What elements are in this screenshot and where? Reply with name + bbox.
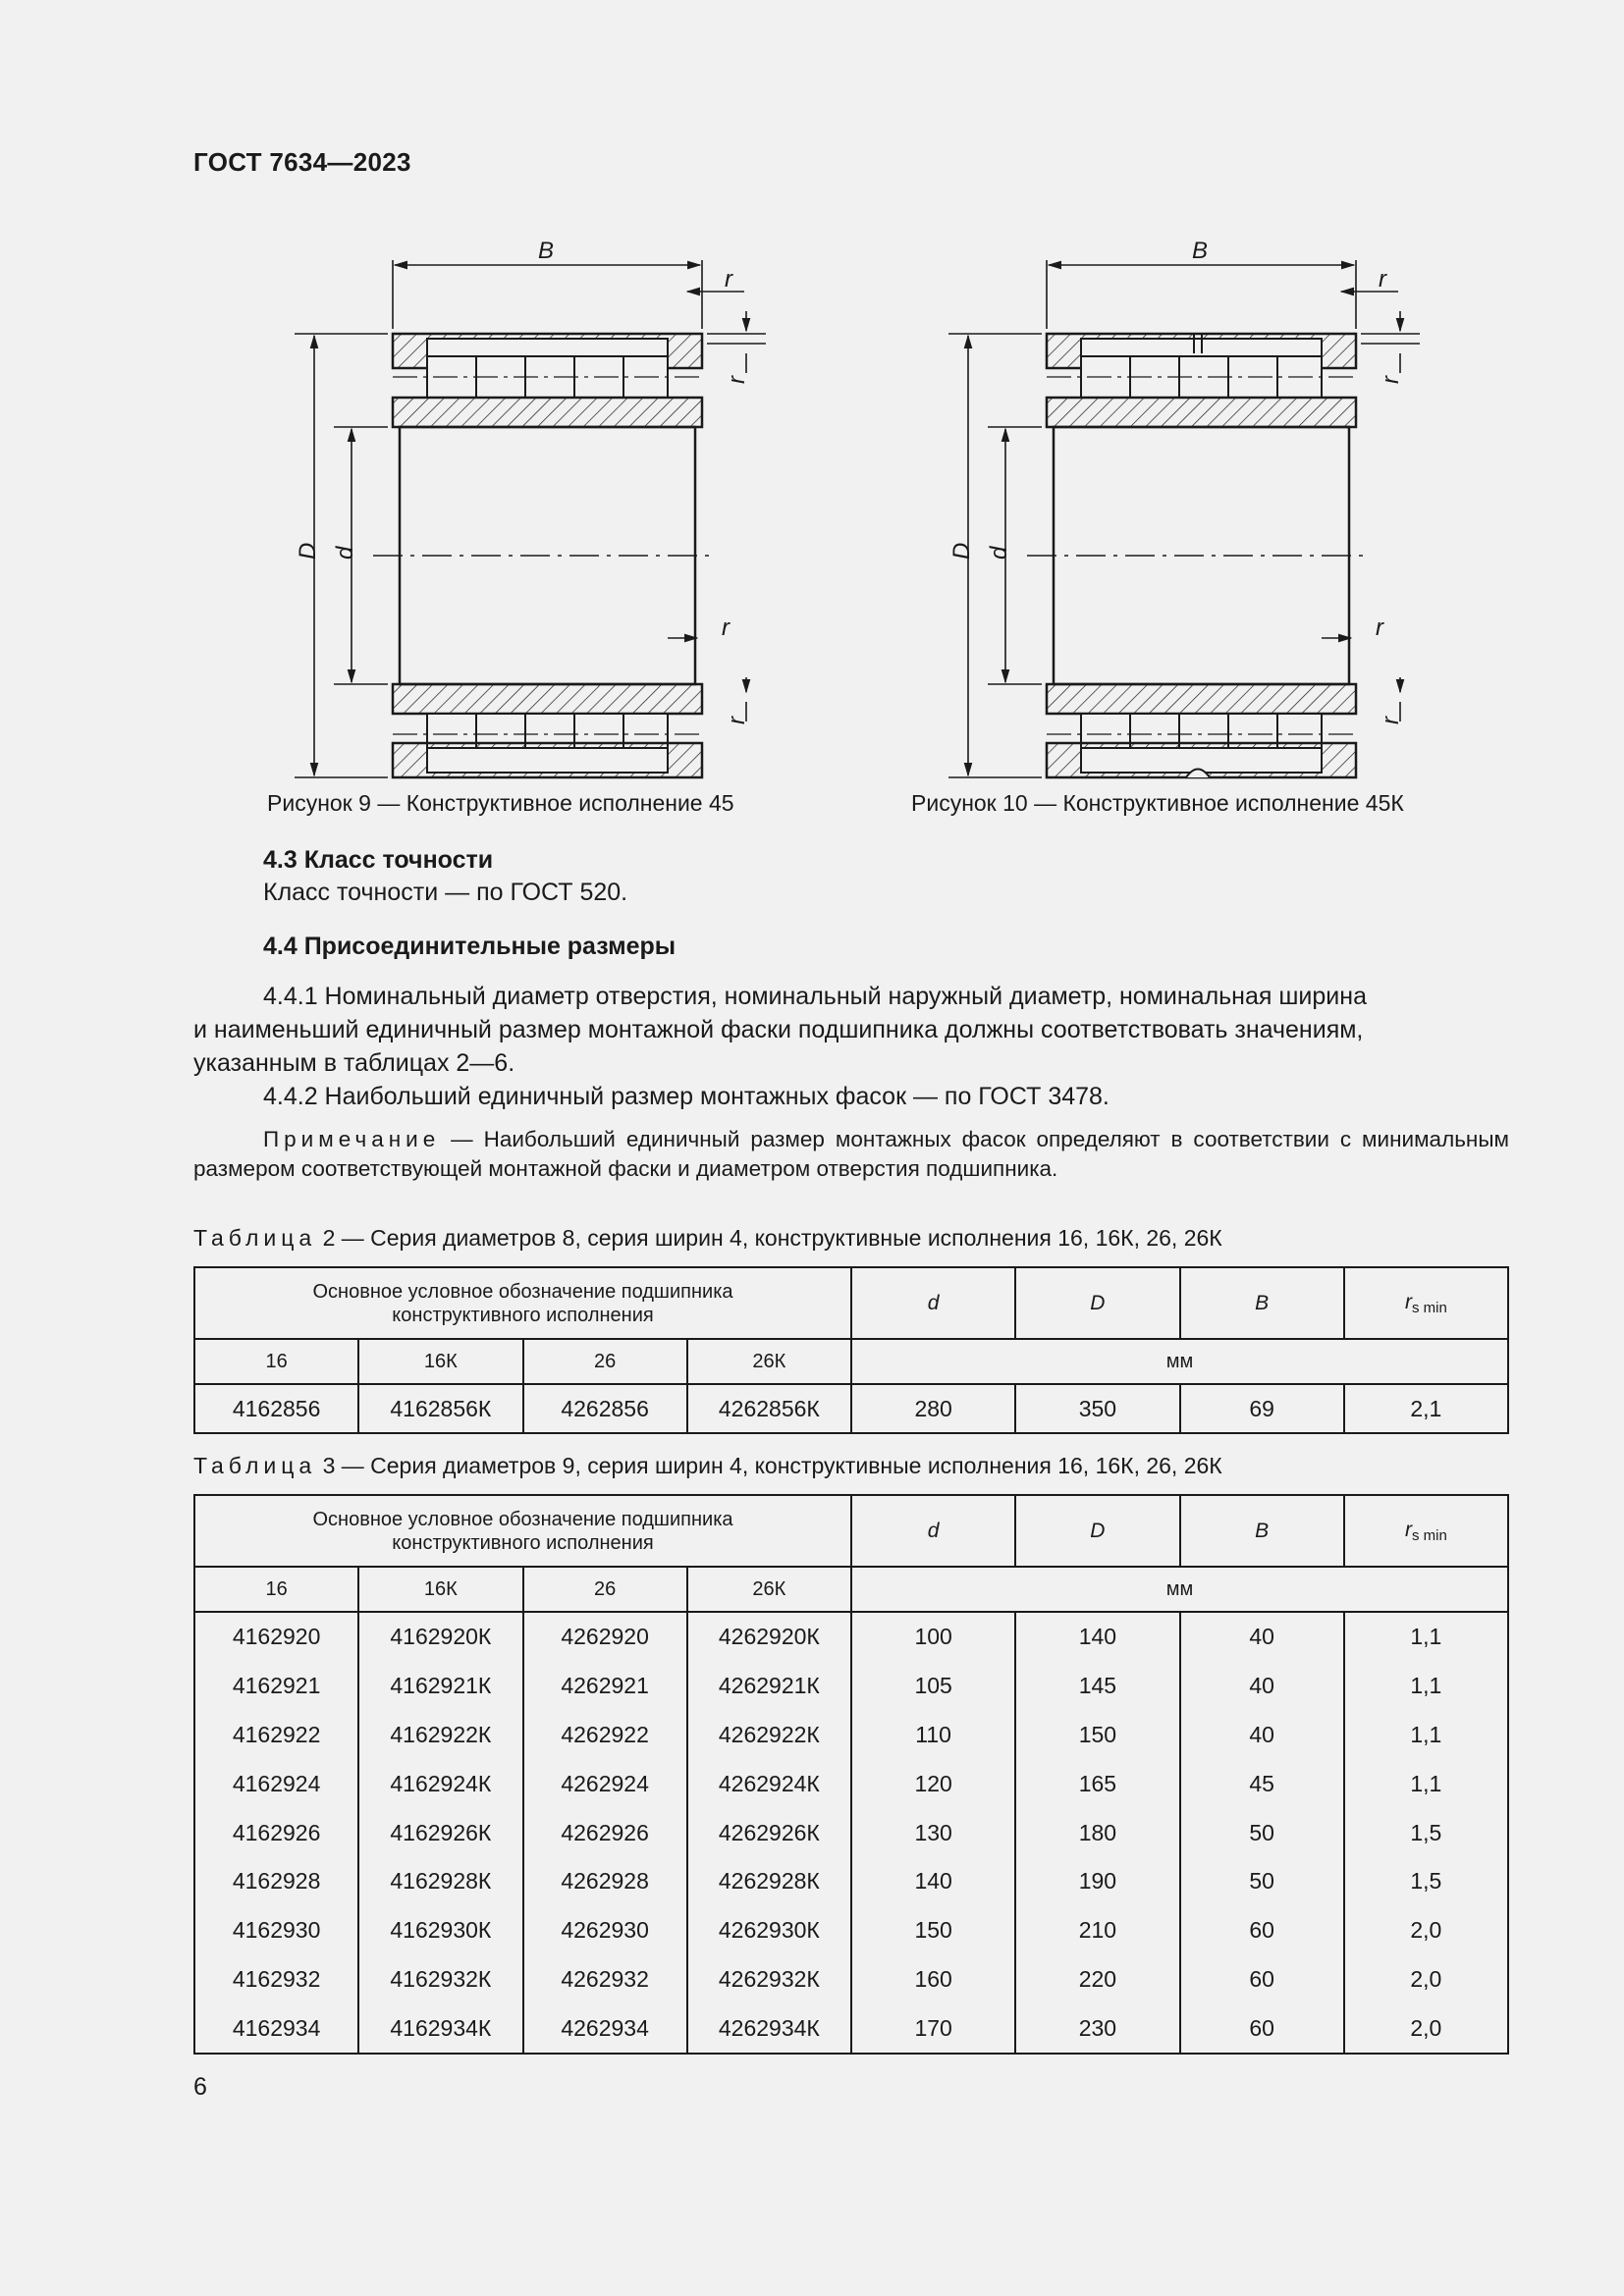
table-3-variant-26k: 26К: [687, 1567, 851, 1612]
table-cell: 180: [1015, 1808, 1179, 1857]
section-4-3-text: Класс точности — по ГОСТ 520.: [263, 879, 628, 906]
table-cell: 230: [1015, 2003, 1179, 2054]
table-cell: 1,1: [1344, 1759, 1508, 1808]
table-cell: 60: [1180, 1906, 1344, 1955]
table-row: [194, 1662, 1508, 1711]
table-cell: 4262930: [523, 1906, 687, 1955]
table-2-unit: мм: [851, 1339, 1508, 1384]
table-cell: 4162921К: [358, 1662, 522, 1711]
fig10-label-r3: r: [1376, 614, 1383, 641]
table-row: [194, 1612, 1508, 1662]
table-row: [194, 1384, 1508, 1433]
table-cell: 150: [851, 1906, 1015, 1955]
table-cell: 4262921К: [687, 1662, 851, 1711]
paragraph-4-4-1-line2: и наименьший единичный размер монтажной фаски подшипника должны соответствовать значениям,: [193, 1016, 1364, 1043]
table-cell: 50: [1180, 1857, 1344, 1906]
table-cell: 60: [1180, 1955, 1344, 2004]
table-row: [194, 1906, 1508, 1955]
table-cell: 4262922: [523, 1711, 687, 1760]
table-3-col-B: B: [1180, 1495, 1344, 1567]
table-3-variant-26: 26: [523, 1567, 687, 1612]
table-cell: 100: [851, 1612, 1015, 1662]
table-row: [194, 1759, 1508, 1808]
table-cell: 4262920К: [687, 1612, 851, 1662]
table-cell: 210: [1015, 1906, 1179, 1955]
figure-9-caption: Рисунок 9 — Конструктивное исполнение 45: [267, 790, 734, 816]
table-cell: 350: [1015, 1384, 1179, 1433]
table-cell: 4162922: [194, 1711, 358, 1760]
table-cell: 160: [851, 1955, 1015, 2004]
table-cell: 4162921: [194, 1662, 358, 1711]
table-cell: 170: [851, 2003, 1015, 2054]
table-cell: 4162856К: [358, 1384, 522, 1433]
note-text: — Наибольший единичный размер монтажных фасок определяют в соответствии с минимальным размером соответствующей монтажной фаски и диаметром отверстия подшипника.: [193, 1127, 1509, 1181]
fig10-label-B: B: [1192, 238, 1209, 264]
table-3-caption: [193, 1453, 1222, 1479]
table-row: [194, 1711, 1508, 1760]
table-cell: 4162928: [194, 1857, 358, 1906]
table-cell: 40: [1180, 1662, 1344, 1711]
fig9-label-r1: r: [725, 266, 732, 293]
table-cell: 4262920: [523, 1612, 687, 1662]
fig9-label-D: D: [295, 542, 321, 560]
table-cell: 145: [1015, 1662, 1179, 1711]
table-cell: 4262926К: [687, 1808, 851, 1857]
table-3-designation-header: Основное условное обозначение подшипника конструктивного исполнения: [194, 1495, 851, 1567]
table-2-label: Таблица: [193, 1225, 317, 1251]
paragraph-4-4-2: 4.4.2 Наибольший единичный размер монтажных фасок — по ГОСТ 3478.: [263, 1083, 1110, 1110]
table-3-variant-16k: 16К: [358, 1567, 522, 1612]
table-cell: 130: [851, 1808, 1015, 1857]
table-cell: 4162926К: [358, 1808, 522, 1857]
table-3: [193, 1494, 1509, 2055]
table-cell: 2,1: [1344, 1384, 1508, 1433]
table-cell: 140: [1015, 1612, 1179, 1662]
table-cell: 4162934К: [358, 2003, 522, 2054]
page-number: 6: [193, 2073, 207, 2101]
table-cell: 190: [1015, 1857, 1179, 1906]
table-cell: 2,0: [1344, 2003, 1508, 2054]
table-cell: 165: [1015, 1759, 1179, 1808]
paragraph-4-4-1-line1: 4.4.1 Номинальный диаметр отверстия, номинальный наружный диаметр, номинальная ширина: [263, 983, 1367, 1010]
table-3-unit: мм: [851, 1567, 1508, 1612]
table-3-label: Таблица: [193, 1453, 317, 1478]
table-cell: 4162926: [194, 1808, 358, 1857]
table-cell: 45: [1180, 1759, 1344, 1808]
figure-10-drawing: [929, 231, 1449, 780]
table-cell: 220: [1015, 1955, 1179, 2004]
table-cell: 110: [851, 1711, 1015, 1760]
table-2: [193, 1266, 1509, 1434]
table-2-variant-26: 26: [523, 1339, 687, 1384]
table-row: [194, 2003, 1508, 2054]
table-cell: 4162856: [194, 1384, 358, 1433]
fig10-label-r1: r: [1379, 266, 1386, 293]
table-2-variant-26k: 26К: [687, 1339, 851, 1384]
section-4-4-title: 4.4 Присоединительные размеры: [263, 933, 677, 960]
table-cell: 4262930К: [687, 1906, 851, 1955]
table-cell: 1,1: [1344, 1612, 1508, 1662]
document-header: ГОСТ 7634—2023: [193, 147, 411, 177]
table-2-col-D: D: [1015, 1267, 1179, 1339]
table-cell: 4162934: [194, 2003, 358, 2054]
table-2-col-d: d: [851, 1267, 1015, 1339]
figure-10-caption: Рисунок 10 — Конструктивное исполнение 45К: [911, 790, 1404, 816]
table-row: [194, 1955, 1508, 2004]
table-cell: 4262934: [523, 2003, 687, 2054]
table-cell: 4262932: [523, 1955, 687, 2004]
table-cell: 50: [1180, 1808, 1344, 1857]
table-cell: 120: [851, 1759, 1015, 1808]
table-cell: 105: [851, 1662, 1015, 1711]
paragraph-4-4-1-line3: указанным в таблицах 2—6.: [193, 1049, 515, 1077]
table-3-col-r: $r_{s min}$: [1344, 1495, 1508, 1567]
fig9-label-B: B: [538, 238, 555, 264]
table-cell: 4262934К: [687, 2003, 851, 2054]
table-cell: 4262928: [523, 1857, 687, 1906]
table-cell: 40: [1180, 1711, 1344, 1760]
table-2-variant-16: 16: [194, 1339, 358, 1384]
table-cell: 60: [1180, 2003, 1344, 2054]
table-2-col-r: $r_{s min}$: [1344, 1267, 1508, 1339]
table-2-col-B: B: [1180, 1267, 1344, 1339]
table-cell: 1,1: [1344, 1662, 1508, 1711]
fig10-label-d: d: [986, 546, 1012, 560]
section-4-3-title: 4.3 Класс точности: [263, 846, 494, 874]
note-label: Примечание: [263, 1127, 441, 1151]
table-cell: 4162930К: [358, 1906, 522, 1955]
table-cell: 280: [851, 1384, 1015, 1433]
table-cell: 4262924: [523, 1759, 687, 1808]
table-cell: 4262921: [523, 1662, 687, 1711]
fig9-label-r3: r: [722, 614, 730, 641]
fig10-label-r4: r: [1378, 717, 1404, 724]
table-cell: 4262922К: [687, 1711, 851, 1760]
table-row: [194, 1857, 1508, 1906]
table-cell: 1,1: [1344, 1711, 1508, 1760]
table-cell: 4162930: [194, 1906, 358, 1955]
table-2-title: 2 — Серия диаметров 8, серия ширин 4, конструктивные исполнения 16, 16К, 26, 26К: [316, 1225, 1222, 1251]
table-cell: 4162924К: [358, 1759, 522, 1808]
table-cell: 4162928К: [358, 1857, 522, 1906]
table-cell: 4262932К: [687, 1955, 851, 2004]
fig9-label-r2: r: [724, 376, 750, 384]
table-cell: 150: [1015, 1711, 1179, 1760]
table-cell: 40: [1180, 1612, 1344, 1662]
table-cell: 140: [851, 1857, 1015, 1906]
table-row: [194, 1808, 1508, 1857]
table-cell: 4162932: [194, 1955, 358, 2004]
table-cell: 1,5: [1344, 1857, 1508, 1906]
table-2-designation-header: Основное условное обозначение подшипника конструктивного исполнения: [194, 1267, 851, 1339]
table-cell: 4262856К: [687, 1384, 851, 1433]
table-cell: 4262856: [523, 1384, 687, 1433]
table-cell: 4162924: [194, 1759, 358, 1808]
fig9-label-d: d: [332, 546, 358, 560]
figure-9-drawing: [275, 231, 795, 780]
table-cell: 4262926: [523, 1808, 687, 1857]
table-cell: 1,5: [1344, 1808, 1508, 1857]
table-3-col-D: D: [1015, 1495, 1179, 1567]
table-cell: 2,0: [1344, 1906, 1508, 1955]
table-cell: 4262928К: [687, 1857, 851, 1906]
table-3-col-d: d: [851, 1495, 1015, 1567]
table-3-title: 3 — Серия диаметров 9, серия ширин 4, конструктивные исполнения 16, 16К, 26, 26К: [316, 1453, 1222, 1478]
fig10-label-D: D: [948, 542, 975, 560]
note-block: [193, 1125, 1509, 1184]
table-cell: 69: [1180, 1384, 1344, 1433]
fig9-label-r4: r: [724, 717, 750, 724]
table-2-variant-16k: 16К: [358, 1339, 522, 1384]
table-cell: 2,0: [1344, 1955, 1508, 2004]
table-cell: 4162922К: [358, 1711, 522, 1760]
table-cell: 4162920К: [358, 1612, 522, 1662]
fig10-label-r2: r: [1378, 376, 1404, 384]
table-cell: 4162932К: [358, 1955, 522, 2004]
table-2-caption: [193, 1225, 1222, 1252]
table-cell: 4162920: [194, 1612, 358, 1662]
table-cell: 4262924К: [687, 1759, 851, 1808]
table-3-variant-16: 16: [194, 1567, 358, 1612]
